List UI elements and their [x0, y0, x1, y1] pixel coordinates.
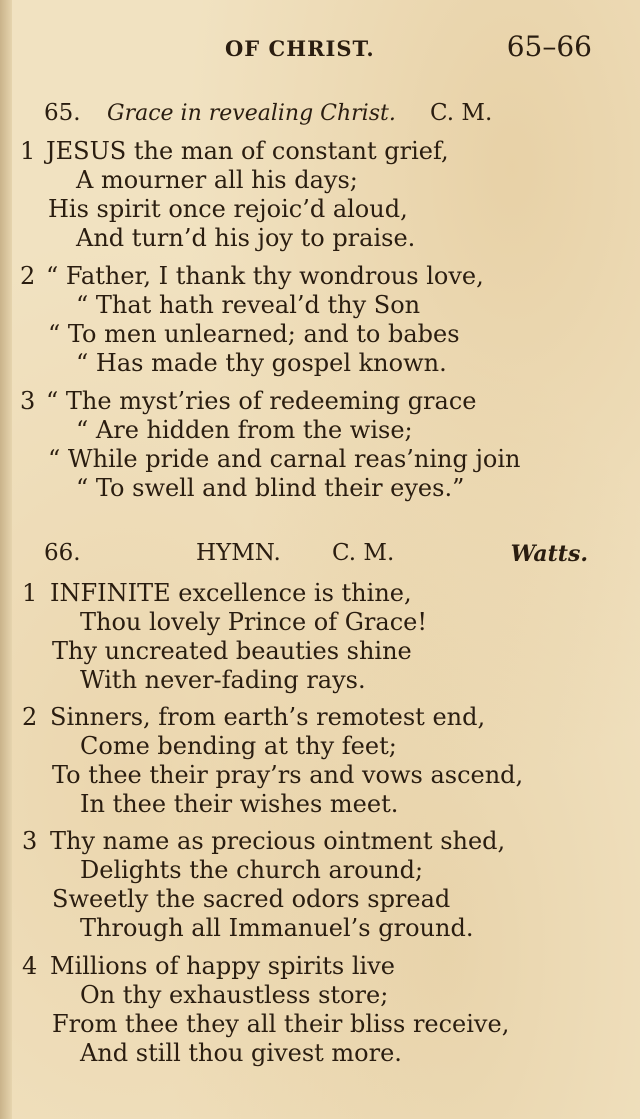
hymn-title: HYMN. — [196, 540, 281, 566]
verse-line: “ To swell and blind their eyes.” — [76, 474, 465, 502]
verse-line: “ While pride and carnal reas’ning join — [48, 445, 521, 473]
stanza-number: 3 — [20, 387, 36, 415]
verse-line: Thy uncreated beauties shine — [52, 637, 412, 665]
verse-line: “ To men unlearned; and to babes — [48, 320, 460, 348]
verse-line: With never-fading rays. — [80, 666, 366, 694]
hymn-author: Watts. — [510, 541, 588, 567]
verse-line: “ The myst’ries of redeeming grace — [46, 387, 477, 415]
hymn-meter: C. M. — [332, 540, 395, 566]
hymn-number: 65. — [44, 100, 81, 126]
page-range: 65–66 — [506, 30, 592, 63]
hymn-meter: C. M. — [430, 100, 493, 126]
hymn-number: 66. — [44, 540, 81, 566]
stanza-number: 1 — [20, 137, 36, 165]
verse-line: Sweetly the sacred odors spread — [52, 885, 451, 913]
verse-line: His spirit once rejoic’d aloud, — [48, 195, 408, 223]
verse-line: In thee their wishes meet. — [80, 790, 399, 818]
hymn-66-heading — [0, 540, 640, 572]
running-title: OF CHRIST. — [225, 36, 375, 61]
verse-line: To thee their pray’rs and vows ascend, — [52, 761, 524, 789]
stanza-number: 2 — [22, 703, 38, 731]
verse-line: A mourner all his days; — [76, 166, 358, 194]
verse-line: “ Father, I thank thy wondrous love, — [46, 262, 484, 290]
verse-line: “ Are hidden from the wise; — [76, 416, 413, 444]
verse-line: And turn’d his joy to praise. — [76, 224, 416, 252]
verse-line: Delights the church around; — [80, 856, 424, 884]
verse-line: INFINITE excellence is thine, — [50, 579, 412, 607]
verse-line: Sinners, from earth’s remotest end, — [50, 703, 486, 731]
running-head — [0, 30, 640, 70]
verse-line: Come bending at thy feet; — [80, 732, 397, 760]
hymn-title: Grace in revealing Christ. — [107, 101, 396, 126]
verse-line: “ Has made thy gospel known. — [76, 349, 447, 377]
verse-line: “ That hath reveal’d thy Son — [76, 291, 421, 319]
verse-line: JESUS the man of constant grief, — [46, 137, 449, 165]
verse-line: Millions of happy spirits live — [50, 952, 395, 980]
verse-line: Thy name as precious ointment shed, — [50, 827, 506, 855]
verse-line: Through all Immanuel’s ground. — [80, 914, 474, 942]
stanza-number: 4 — [22, 952, 38, 980]
verse-line: Thou lovely Prince of Grace! — [80, 608, 427, 636]
stanza-number: 2 — [20, 262, 36, 290]
verse-line: From thee they all their bliss receive, — [52, 1010, 510, 1038]
verse-line: On thy exhaustless store; — [80, 981, 389, 1009]
stanza-number: 1 — [22, 579, 38, 607]
verse-line: And still thou givest more. — [80, 1039, 402, 1067]
hymn-65-heading — [0, 100, 640, 132]
stanza-number: 3 — [22, 827, 38, 855]
